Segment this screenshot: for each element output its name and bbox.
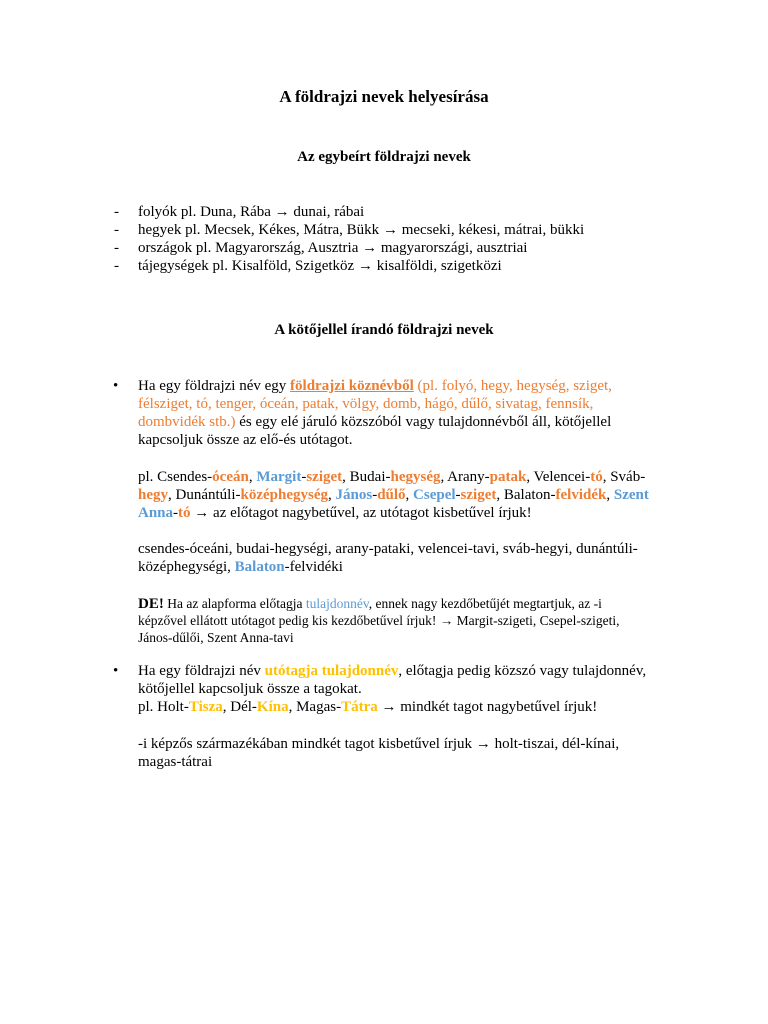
list-dash: - (114, 240, 119, 256)
list-dash: - (114, 222, 119, 238)
note-line: DE! Ha az alapforma előtagja tulajdonnév, ennek nagy kezdőbetűjét megtartjuk, az -i (138, 596, 602, 612)
arrow-right-icon: → (382, 222, 398, 238)
arrow-right-icon: → (274, 204, 290, 220)
list-item: országok pl. Magyarország, Ausztria → magyarországi, ausztriai (138, 240, 528, 256)
list-item: tájegységek pl. Kisalföld, Szigetköz → kisalföldi, szigetközi (138, 258, 502, 274)
example-line: Anna-tó → az előtagot nagybetűvel, az utótagot kisbetűvel írjuk! (138, 505, 532, 521)
paragraph-line: kapcsoljuk össze az elő-és utótagot. (138, 432, 353, 448)
example-line: pl. Csendes-óceán, Margit-sziget, Budai-hegység, Arany-patak, Velencei-tó, Sváb- (138, 469, 646, 485)
list-item: hegyek pl. Mecsek, Kékes, Mátra, Bükk → mecseki, kékesi, mátrai, bükki (138, 222, 585, 238)
bullet-icon: • (113, 663, 119, 679)
document-title: A földrajzi nevek helyesírása (279, 87, 489, 106)
paragraph-line: középhegységi, Balaton-felvidéki (138, 559, 343, 575)
paragraph-line: Ha egy földrajzi név egy földrajzi köznévből (pl. folyó, hegy, hegység, sziget, (138, 378, 612, 394)
paragraph-line: kötőjellel kapcsoljuk össze a tagokat. (138, 681, 362, 697)
list-item: folyók pl. Duna, Rába → dunai, rábai (138, 204, 365, 220)
arrow-right-icon: → (381, 699, 397, 715)
paragraph-line: pl. Holt-Tisza, Dél-Kína, Magas-Tátra → mindkét tagot nagybetűvel írjuk! (138, 699, 598, 715)
section-heading-kotojellel: A kötőjellel írandó földrajzi nevek (274, 322, 494, 338)
paragraph-line: magas-tátrai (138, 754, 213, 770)
note-line: János-dűlői, Szent Anna-tavi (138, 630, 294, 645)
arrow-right-icon: → (194, 505, 210, 521)
example-line: hegy, Dunántúli-középhegység, János-dűlő, Csepel-sziget, Balaton-felvidék, Szent (138, 487, 649, 503)
de-label: DE! (138, 596, 164, 612)
arrow-right-icon: → (362, 240, 378, 256)
paragraph-line: Ha egy földrajzi név utótagja tulajdonnév, előtagja pedig közszó vagy tulajdonnév, (138, 663, 647, 679)
bullet-icon: • (113, 378, 119, 394)
paragraph-line: csendes-óceáni, budai-hegységi, arany-pataki, velencei-tavi, sváb-hegyi, dunántúli- (138, 541, 638, 557)
note-line: képzővel ellátott utótagot pedig kis kezdőbetűvel írjuk! → Margit-szigeti, Csepel-szigeti, (138, 613, 620, 628)
paragraph-line: félsziget, tó, tenger, óceán, patak, völgy, domb, hágó, dűlő, sivatag, fennsík, (138, 396, 594, 412)
list-dash: - (114, 204, 119, 220)
arrow-right-icon: → (475, 736, 491, 752)
paragraph-line: dombvidék stb.) és egy elé járuló közszóból vagy tulajdonnévből áll, kötőjellel (138, 414, 612, 430)
list-dash: - (114, 258, 119, 274)
arrow-right-icon: → (439, 613, 454, 628)
section-heading-egybeirt: Az egybeírt földrajzi nevek (297, 149, 471, 165)
paragraph-line: -i képzős származékában mindkét tagot kisbetűvel írjuk → holt-tiszai, dél-kínai, (138, 736, 620, 752)
arrow-right-icon: → (357, 258, 373, 274)
